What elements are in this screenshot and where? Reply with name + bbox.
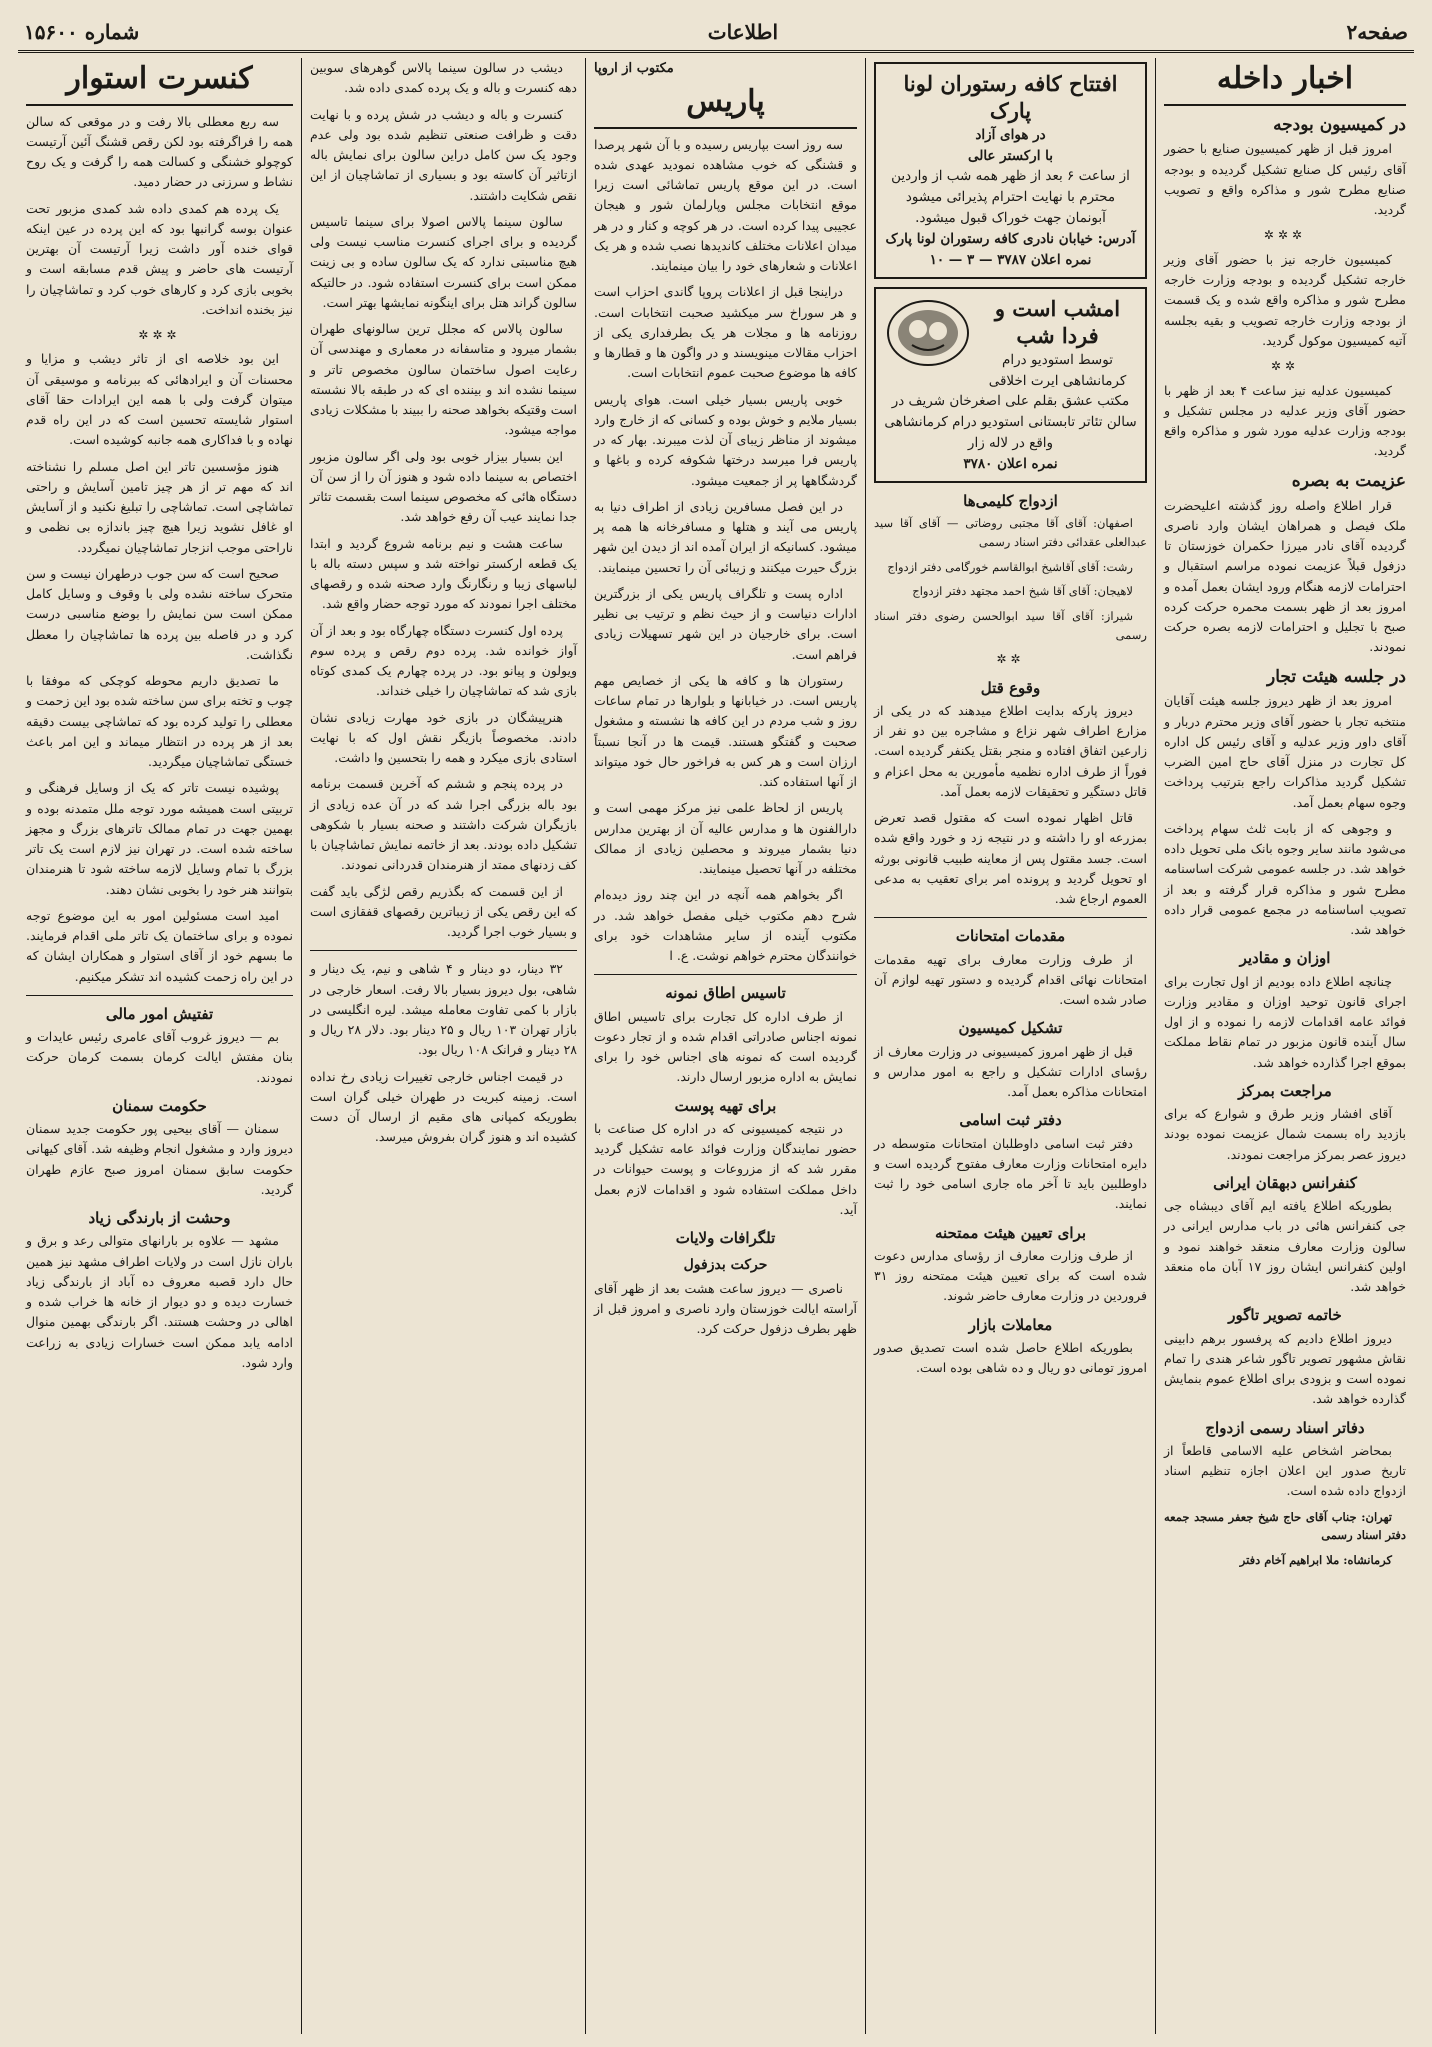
trade-title: در جلسه هیئت تجار bbox=[1267, 666, 1406, 687]
letter-kicker: مکتوب از اروپا bbox=[594, 61, 674, 76]
ostovar-paragraph: ما تصدیق داریم محوطه کوچکی که موفقا با چوب و تخته برای سن ساخته شده بود این زحمت و معطلی را تولید کرده بود که تماشاچی بیست دقیقه بعد از هر پرده در انتظار میماند و این امر باعث خستگی تماشاچیان میگردید. bbox=[26, 673, 293, 770]
theatre-ad-title: امشب است و فردا شب bbox=[994, 296, 1121, 349]
paris-paragraph: پاریس از لحاظ علمی نیز مرکز مهمی است و دارالفنون ها و مدارس عالیه آن از بهترین مدارس دنیا بشمار میروند و محصلین زیادی از ممالک مختلفه در آنها تحصیل مینمایند. bbox=[594, 800, 857, 877]
marriage-registry-paragraph: بمحاضر اشخاص علیه الاسامی قاطعاً از تاریخ صدور این اعلان اجازه تنظیم اسناد ازدواج داده شده است. bbox=[1164, 1442, 1406, 1499]
theatre-emblem-icon bbox=[884, 297, 972, 369]
luna-park-ad-line: در هوای آزاد bbox=[975, 126, 1046, 143]
sample-room-paragraph: از طرف اداره کل تجارت برای تاسیس اطاق نمونه اجناس صادراتی اقدام شده و از تجار دعوت گردیده است که نمونه های اجناس خود را برای نمایش به اداره مزبور ارسال دارند. bbox=[594, 1008, 857, 1085]
column-concert-ostovar bbox=[18, 58, 302, 2034]
semnan-paragraph: سمنان — آقای بیحیی پور حکومت جدید سمنان دیروز وارد و مشغول انجام وظیفه شد. آقای کیهانی حکومت سابق سمنان امروز صبح عازم طهران گردید. bbox=[26, 1121, 293, 1197]
iran-conference-paragraph: بطوریکه اطلاع یافته ایم آقای دیبشاه جی جی کنفرانس هائی در باب مدارس ایرانی در سالون وزارت معارف منعقد خواهند نمود و اولین کنفرانس ایشان روز ۱۷ آبان ماه منعقد خواهد شد. bbox=[1164, 1198, 1407, 1295]
ostovar-paragraph: امید است مسئولین امور به این موضوع توجه نموده و برای ساختمان یک تاتر ملی اقدام فرمایند. ما بسهم خود از آقای استوار و همکاران ایشان که در این راه زحمت کشیده اند تشکر میکنیم. bbox=[26, 907, 293, 984]
concert-paragraph: سالون پالاس که مجلل ترین سالونهای طهران بشمار میرود و متاسفانه در معماری و مهندسی آن رعایت اصول ساختمان سالون مخصوص تاتر و سینما نشده اند و بیننده ای که در طبقه بالا نشسته است وقتیکه بخواهد صحنه را ببیند با مشکلات زیادی مواجه میشود. bbox=[310, 321, 577, 438]
luna-park-ad-line: با ارکستر عالی bbox=[967, 147, 1054, 164]
paris-paragraph: سه روز است بپاریس رسیده و با آن شهر پرصدا و قشنگی که خوب مشاهده نمودید عهدی شده است. در این موقع پاریس تماشائی است زیرا موقع انتخابات مجلس وپارلمان شور و هیجان عجیبی پیدا کرده است. در هر کوچه و کنار و در هر میدان اعلانات مختلف کاندیدها نصب شده و هر یک اعلانات و شعارهای خود را بیان مینمایند. bbox=[594, 136, 857, 274]
flood-title: وحشت از بارندگی زیاد bbox=[88, 1209, 231, 1228]
ostovar-paragraph: یک پرده هم کمدی داده شد کمدی مزبور تحت عنوان بوسه گرانبها بود که این پرده در عین اینکه قوای خنده آور داشت زیرا آرتیست آن بهترین آرتیست های حاضر و پیش قدم مسابقه است و بخوبی بازی کرد و کارهای خوب کرد و تماشاچیان را نیز بخنده انداخت. bbox=[26, 200, 293, 317]
exam-board-paragraph: از طرف وزارت معارف از رؤسای مدارس دعوت شده است که برای تعیین هیئت ممتحنه روز ۳۱ فروردین در وزارت معارف حاضر شوند. bbox=[874, 1247, 1147, 1304]
concert-paragraph: ساعت هشت و نیم برنامه شروع گردید و ابتدا یک قطعه ارکستر نواخته شد و سپس دسته باله با لباسهای زیبا و رنگارنگ وارد صحنه شده و رقصهای مختلف اجرا نمودند که مورد توجه حضار واقع شد. bbox=[310, 535, 577, 612]
trade-paragraph: و وجوهی که از بابت ثلث سهام پرداخت می‌شود مانند سایر وجوه بانک ملی تحویل داده خواهد شد. در جلسه عمومی شرکت اساسنامه مطرح شور و مذاکره قرار گرفته و بعد از تصویب اساسنامه در مجمع عمومی قرار داده خواهد شد. bbox=[1164, 820, 1406, 938]
ostovar-paragraph: پوشیده نیست تاتر که یک از وسایل فرهنگی و تربیتی است همیشه مورد توجه ملل متمدنه بوده و بهمین جهت در تمام ممالک تاترهای بزرگ و مجهز ساخته شده است. در تهران نیز لازم است یک تاتر بزرگ با تمام وسایل لازمه ساخته شود تا هنرمندان بتوانند هنر خود را بخوبی نشان دهند. bbox=[26, 780, 293, 897]
paris-paragraph: دراینجا قبل از اعلانات پروپا گاندی احزاب است و هر سوراخ سر میکشید صحبت انتخابات است. روزنامه ها و مجلات هر یک بطرفداری یکی از احزاب مقالات مینویسند و در واگون ها و قطارها و کافه ها موضوع صحبت عموم انتخابات است. bbox=[594, 284, 857, 381]
divider bbox=[594, 974, 857, 975]
market-paragraph: بطوریکه اطلاع حاصل شده است تصدیق صدور امروز تومانی دو ریال و ده شاهی بوده است. bbox=[874, 1339, 1147, 1376]
registry-line: کرمانشاه: ملا ابراهیم آخام دفتر bbox=[1239, 1552, 1392, 1567]
divider bbox=[310, 950, 577, 951]
theatre-ad-body: توسط استودیو درام کرمانشاهی ایرت اخلاقی مکتب عشق بقلم علی اصغرخان شریف در سالن تئاتر تابستانی استودیو درام کرمانشاهی واقع در لاله زار bbox=[884, 351, 1137, 452]
return-title: مراجعت بمرکز bbox=[1238, 1081, 1332, 1100]
tagore-portrait-title: خاتمه تصویر تاگور bbox=[1228, 1306, 1342, 1325]
law-paragraph: چنانچه اطلاع داده بودیم از اول تجارت برای اجرای قانون توحید اوزان و مقادیر وزارت فوائد عامه اقدامات لازمه را نموده و از اول سال آینده قانون مزبور در تمام نقاط مملکت بموقع اجرا گذارده خواهد شد. bbox=[1164, 973, 1406, 1070]
registry-paragraph: شیراز: آقای آقا سید ابوالحسن رضوی دفتر اسناد رسمی bbox=[874, 608, 1147, 642]
sample-room-title: تاسیس اطاق نمونه bbox=[665, 984, 786, 1003]
registry-line: تهران: جناب آقای حاج شیخ جعفر مسجد جمعه دفتر اسناد رسمی bbox=[1164, 1509, 1406, 1543]
registry-paragraph: لاهیجان: آقای آقا شیخ احمد مجتهد دفتر ازدواج bbox=[912, 584, 1133, 599]
registry-paragraph: اصفهان: آقای آقا مجتبی روضاتی — آقای آقا سید عبدالعلی عقدائی دفتر اسناد رسمی bbox=[874, 516, 1147, 550]
concert-ostovar-banner: کنسرت استوار bbox=[26, 58, 293, 106]
concert-paragraph: پرده اول کنسرت دستگاه چهارگاه بود و بعد از آن آواز خوانده شد. پرده دوم رقص و پرده سوم ویولون و پیانو بود. در پرده چهارم یک کمدی کوتاه بازی شد که تماشاچیان را خیلی خنداند. bbox=[310, 622, 577, 699]
incident-paragraph: قاتل اظهار نموده است که مقتول قصد تعرض بمزرعه او را داشته و در نتیجه زد و خورد واقع شده است. جسد مقتول پس از معاینه طبیب قانونی بورثه او تحویل گردید و پرونده امر برای تعقیب به مدعی العموم ارجاع شد. bbox=[874, 810, 1147, 907]
marriage-registry-title: دفاتر اسناد رسمی ازدواج bbox=[1205, 1418, 1365, 1437]
tagore-portrait-paragraph: دیروز اطلاع دادیم که پرفسور برهم دابینی نقاش مشهور تصویر تاگور شاعر هندی را تمام نموده است و بزودی برای اطلاع عموم بنمایش گذارده خواهد شد. bbox=[1164, 1330, 1406, 1407]
iran-conference-title: کنفرانس دبهقان ایرانی bbox=[1213, 1173, 1357, 1192]
concert-paragraph: از این قسمت که بگذریم رقص لژگی باید گفت که این رقص یکی از زیباترین رقصهای قفقازی است و بسیار خوب اجرا گردید. bbox=[310, 883, 577, 939]
luna-park-ad bbox=[874, 62, 1147, 279]
paris-paragraph: خوبی پاریس بسیار خیلی است. هوای پاریس بسیار ملایم و خوش بوده و کسانی که از خارج وارد میشوند از مناظر زیبای آن لذت میبرند. بهار که در پاریس فرا میرسد درختها شکوفه کرده و باغها و گردشگاهها پر از جمعیت میشود. bbox=[594, 391, 857, 488]
exams-paragraph: از طرف وزارت معارف برای تهیه مقدمات امتحانات نهائی اقدام گردیده و دستور تهیه لوازم آن صادر شده است. bbox=[874, 951, 1147, 1008]
luna-park-ad-title: افتتاح کافه رستوران لونا پارک bbox=[903, 71, 1118, 124]
leather-paragraph: در نتیجه کمیسیونی که در اداره کل صناعت با حضور نمایندگان وزارت فوائد عامه تشکیل گردید مقرر شد که از مزروعات و پوست حیوانات در داخل مملکت استفاده شود و اقدامات لازم بعمل آید. bbox=[594, 1120, 857, 1217]
commission-paragraph: قبل از ظهر امروز کمیسیونی در وزارت معارف از رؤسای ادارات تشکیل و راجع به امور مدارس و امتحانات مذاکره بعمل آمد. bbox=[874, 1043, 1147, 1100]
star-divider-icon: ✲✲✲ bbox=[138, 328, 181, 342]
ostovar-paragraph: این بود خلاصه ای از تاثر دیشب و مزایا و محسنات آن و ایرادهائی که ببرنامه و موسیقی آن میتوان گرفت ولی با همه این ایرادات حقا آقای استوار شایسته تحسین است که در این راه قدم نهاده و با فداکاری همه جانبه کوشیده است. bbox=[26, 351, 293, 448]
concert-paragraph: هنرپیشگان در بازی خود مهارت زیادی نشان دادند. مخصوصاً بازیگر نقش اول که با نهایت استادی بازی میکرد و همه را بتحسین وا داشت. bbox=[310, 709, 577, 765]
column-domestic-news bbox=[1156, 58, 1414, 2034]
registration-office-paragraph: دفتر ثبت اسامی داوطلبان امتحانات متوسطه در دایره امتحانات وزارت معارف مفتوح گردیده است و داوطلبین باید تا آخر ماه جاری اسامی خود را ثبت نمایند. bbox=[874, 1135, 1147, 1212]
incident-title: وقوع قتل bbox=[980, 678, 1041, 697]
return-paragraph: آقای افشار وزیر طرق و شوارع که برای بازدید راه بسمت شمال عزیمت نموده بودند دیروز عصر بمرکز مراجعت نمودند. bbox=[1164, 1106, 1406, 1162]
star-divider-icon: ✲✲ bbox=[1270, 359, 1300, 374]
finance-inspection-paragraph: بم — دیروز غروب آقای عامری رئیس عایدات و بنان مفتش ایالت کرمان بسمت کرمان حرکت نمودند. bbox=[26, 1029, 293, 1085]
provincial-telegrams-title: تلگرافات ولایات bbox=[675, 1229, 776, 1248]
movement-title: حرکت بدزفول bbox=[683, 1257, 768, 1274]
domestic-news-banner: اخبار داخله bbox=[1164, 58, 1406, 106]
luna-park-ad-address: آدرس: خیابان نادری کافه رستوران لونا پارک bbox=[885, 231, 1136, 248]
budget-paragraph: امروز قبل از ظهر کمیسیون صنایع با حضور آقای رئیس کل صنایع تشکیل گردیده و بودجه صنایع مطرح شور و مذاکره واقع و تصویب گردید. bbox=[1164, 141, 1406, 218]
ostovar-paragraph: سه ربع معطلی بالا رفت و در موقعی که سالن همه را فراگرفته بود لکن رقص قشنگ آئین آرتیست کوچولو خشنگی و کسالت همه را گرفت و یک روح نشاط و سرزنی در حضار دمید. bbox=[26, 113, 293, 190]
movement-paragraph: ناصری — دیروز ساعت هشت بعد از ظهر آقای آراسته ایالت خوزستان وارد ناصری و امروز قبل از ظهر بطرف دزفول حرکت کرد. bbox=[594, 1280, 857, 1337]
column-ads-notices bbox=[866, 58, 1156, 2034]
paris-paragraph: در این فصل مسافرین زیادی از اطراف دنیا به پاریس می آیند و هتلها و مسافرخانه ها همه پر میشود. کسانیکه از ایران آمده اند از دیدن این شهر بزرگ حیرت میکنند و زیبائی آن را تحسین مینمایند. bbox=[594, 498, 857, 575]
star-divider-icon: ✲✲✲ bbox=[1263, 228, 1307, 243]
registration-office-title: دفتر ثبت اسامی bbox=[959, 1111, 1062, 1130]
page-label: صفحه۲ bbox=[1346, 20, 1408, 44]
column-paris-letter bbox=[586, 58, 866, 2034]
column-concert-review bbox=[302, 58, 586, 2034]
incident-paragraph: دیروز پارکه بدایت اطلاع میدهند که در یکی از مزارع اطراف شهر نزاع و مشاجره بین دو نفر از زارعین اتفاق افتاده و منجر بقتل یکنفر گردیده است. فوراً از طرف اداره نظمیه مأمورین به محل اعزام و قاتل دستگیر و تحقیقات لازمه بعمل آمد. bbox=[874, 702, 1147, 799]
law-title: اوزان و مقادیر bbox=[1239, 949, 1331, 968]
basra-paragraph: قرار اطلاع واصله روز گذشته اعلیحضرت ملک فیصل و همراهان ایشان وارد ناصری گردیده آقای نادر میرزا حکمران خوزستان تا دزفول قبلاً عزیمت نموده مراسم استقبال و احترامات لازمه هنگام ورود ایشان بعمل آمده و امروز بعد از ظهر بسمت محمره حرکت کرده صبح با تجلیل و احترامات لازمه بصره حرکت نمودند. bbox=[1164, 497, 1406, 655]
registry-title: ازدواج کلیمی‌ها bbox=[963, 492, 1058, 511]
issue-label: شماره ۱۵۶۰۰ bbox=[24, 20, 140, 44]
divider bbox=[874, 917, 1147, 918]
paris-paragraph: اداره پست و تلگراف پاریس یکی از بزرگترین ادارات دنیاست و از حیث نظم و ترتیب بی نظیر است. برای خارجیان در این شهر تسهیلات زیادی فراهم است. bbox=[594, 585, 857, 662]
ostovar-paragraph: هنوز مؤسسین تاتر این اصل مسلم را نشناخته اند که مهم تر از هر چیز تامین آسایش و راحتی تماشاچی است. تماشاچی را تبلیغ نکنید و از آسایش او غافل نشوید زیرا هیچ چیز باندازه بی نظمی و ناراحتی موجب انزجار تماشاچیان نمیگردد. bbox=[26, 458, 293, 555]
paris-paragraph: اگر بخواهم همه آنچه در این چند روز دیده‌ام شرح دهم مکتوب خیلی مفصل خواهد شد. در مکتوب آینده از سایر مشاهدات خود برای خوانندگان محترم خواهم نوشت. ع. ا bbox=[594, 887, 857, 964]
finance-inspection-title: تفتیش امور مالی bbox=[105, 1004, 214, 1023]
concert-paragraph: کنسرت و باله و دیشب در شش پرده و با نهایت دقت و ظرافت صنعتی تنظیم شده بود ولی عدم وجود یک سن کامل دراین سالون برای نمایش باله ازتاثیر آن کاسته بود و بسیاری از تماشاچیان از این نقص شکایت داشتند. bbox=[310, 106, 577, 203]
columns bbox=[18, 58, 1414, 2034]
leather-title: برای تهیه پوست bbox=[674, 1096, 777, 1115]
star-divider-icon: ✲✲ bbox=[996, 652, 1025, 667]
ostovar-paragraph: صحیح است که سن جوب درطهران نیست و سن متحرک ساخته نشده ولی با وقوف و وسایل کامل ممکن است سن نمایش را بوضع مناسبی درست کرد و در فاصله بین پرده ها تماشاچیان را معطل نگذاشت. bbox=[26, 565, 293, 662]
exams-title: مقدمات امتحانات bbox=[955, 927, 1066, 946]
masthead bbox=[18, 14, 1414, 53]
basra-title: عزیمت به بصره bbox=[1291, 470, 1406, 491]
semnan-title: حکومت سمنان bbox=[112, 1096, 207, 1115]
paris-paragraph: رستوران ها و کافه ها یکی از خصایص مهم پاریس است. در خیابانها و بلوارها در تمام ساعات روز و شب مردم در این کافه ها نشسته و مشغول صحبت و گفتگو هستند. قیمت ها در آنجا نسبتاً ارزان است و هر کس به فراخور حال خود میتواند از آنها استفاده کند. bbox=[594, 672, 857, 790]
trade-paragraph: امروز بعد از ظهر دیروز جلسه هیئت آقایان منتخبه تجار با حضور آقای وزیر محترم دربار و آقای داور وزیر عدلیه و آقای رئیس کل اداره کل تجارت در منزل آقای حاج امین الضرب تشکیل گردید مذاکرات راجع بترتیب پرداخت وجوه سهام بعمل آمد. bbox=[1164, 693, 1406, 810]
luna-park-ad-body: از ساعت ۶ بعد از ظهر همه شب از واردین محترم با نهایت احترام پذیرائی میشود آبونمان جهت خوراک قبول میشود. bbox=[891, 168, 1130, 227]
prices-paragraph: ۳۲ دینار، دو دینار و ۴ شاهی و نیم، یک دینار و شاهی، بول دیروز بسیار بالا رفت. اسعار خارجی در بازار با کمی تفاوت معامله میشد. لیره انگلیسی در بازار تهران ۱۰۳ ریال و ۲۵ دینار بود. دلار ۲۸ ریال و ۲۸ دینار و فرانک ۱۰۸ ریال بود. bbox=[310, 961, 577, 1058]
concert-paragraph: این بسیار بیزار خوبی بود ولی اگر سالون مزبور اختصاص به سینما داده شود و هنوز آن را از سن آن دستگاه هائی که مخصوص سینما است بقسمت تئاتر جدا نمایند عیب آن رفع خواهد شد. bbox=[310, 448, 577, 525]
paper-name: اطلاعات bbox=[707, 20, 779, 44]
newspaper-page bbox=[18, 14, 1414, 2034]
exam-board-title: برای تعیین هیئت ممتحنه bbox=[934, 1223, 1087, 1242]
concert-paragraph: دیشب در سالون سینما پالاس گوهرهای سوبین دهه کنسرت و باله و یک پرده کمدی داده شد. bbox=[310, 60, 577, 96]
divider bbox=[26, 995, 293, 996]
flood-paragraph: مشهد — علاوه بر بارانهای متوالی رعد و برق و باران نازل است در ولایات اطراف مشهد نیز همین حال دارد قصبه معروف ده آباد از بارندگی زیاد خسارت دیده و دو دیوار از خانه ها خراب شده و اهالی در وحشت هستند. اگر بارندگی بهمین منوال ادامه یابد ممکن است خسارات زیادی به زراعت وارد شود. bbox=[26, 1233, 293, 1370]
paris-banner: پاریس bbox=[594, 81, 857, 129]
theatre-ad-number: نمره اعلان ۳۷۸۰ bbox=[963, 456, 1058, 473]
concert-paragraph: در پرده پنجم و ششم که آخرین قسمت برنامه بود باله بزرگی اجرا شد که در آن عده زیادی از بازیگران شرکت داشتند و صحنه بسیار با شکوهی تشکیل داده بودند. بعد از خاتمه نمایش تماشاچیان با کف زدنهای ممتد از هنرمندان قدردانی نمودند. bbox=[310, 776, 577, 873]
budget-paragraph: کمیسیون خارجه نیز با حضور آقای وزیر خارجه تشکیل گردیده و بودجه وزارت خارجه مطرح شور و مذاکره واقع شده و یک قسمت از بودجه وزارت خارجه تصویب و بقیه بجلسه آتیه کمیسیون موکول گردید. bbox=[1164, 251, 1406, 348]
market-title: معاملات بازار bbox=[968, 1315, 1053, 1334]
budget-paragraph: کمیسیون عدلیه نیز ساعت ۴ بعد از ظهر با حضور آقای وزیر عدلیه در مجلس تشکیل و بودجه وزارت عدلیه مورد شور و مذاکره واقع گردید. bbox=[1164, 382, 1406, 459]
theatre-ad bbox=[874, 287, 1147, 483]
luna-park-ad-number: نمره اعلان ۳۷۸۷ — ۳ — ۱۰ bbox=[929, 252, 1092, 269]
prices-paragraph: در قیمت اجناس خارجی تغییرات زیادی رخ نداده است. زمینه کبریت در طهران خیلی گران است بطوریکه کمپانی های مقیم از ارسال آن دست کشیده اند و هنوز گران بفروش میرسد. bbox=[310, 1068, 577, 1145]
commission-title: تشکیل کمیسیون bbox=[958, 1019, 1063, 1038]
budget-title: در کمیسیون بودجه bbox=[1273, 114, 1406, 135]
concert-paragraph: سالون سینما پالاس اصولا برای سینما تاسیس گردیده و برای اجرای کنسرت مناسب نیست ولی هیچ مناسبتی ندارد که یک سالون ساده و بی زینت ممکن است برای کنسرت استفاده شود. در حالتیکه سالون گراند هتل برای اینگونه نمایشها بهتر است. bbox=[310, 213, 577, 310]
registry-paragraph: رشت: آقای آقاشیخ ابوالقاسم خورگامی دفتر ازدواج bbox=[887, 559, 1133, 574]
